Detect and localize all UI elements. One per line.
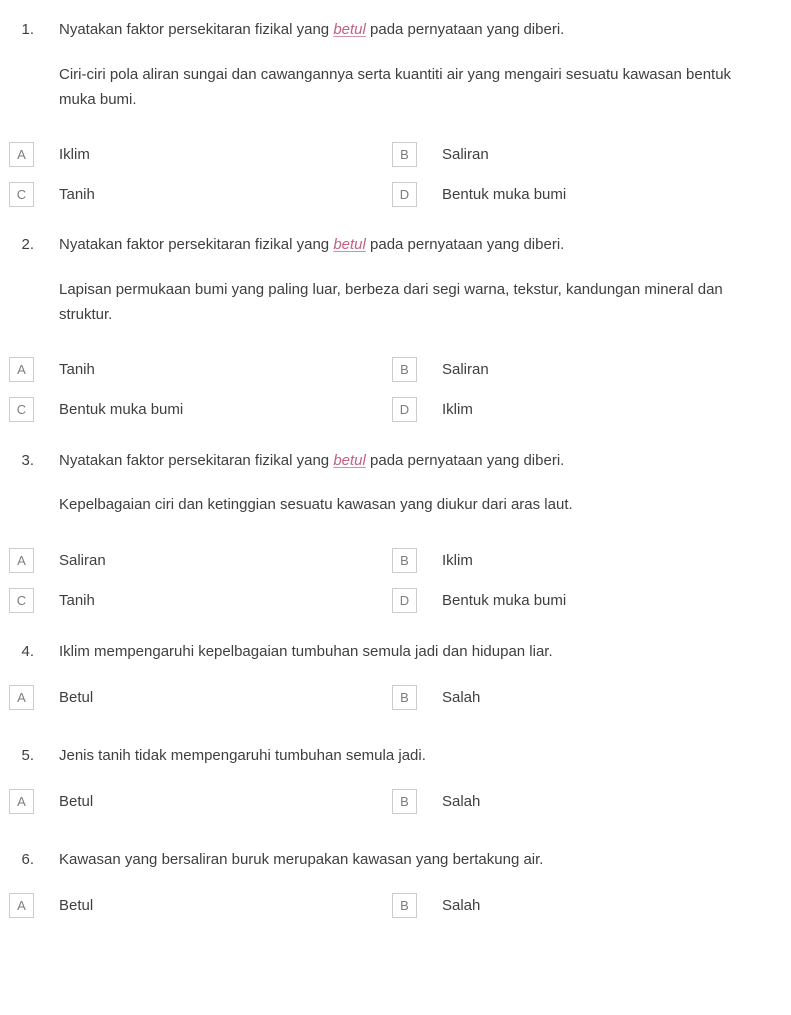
option-choice[interactable] — [392, 548, 473, 573]
question-prompt-row — [0, 640, 791, 665]
options-row — [0, 540, 791, 580]
options-group — [0, 678, 791, 718]
option-label: Iklim — [442, 401, 473, 418]
options-row — [0, 885, 791, 925]
option-letter-box[interactable]: D — [392, 397, 417, 422]
options-row — [0, 390, 791, 430]
option-choice[interactable] — [392, 789, 480, 814]
option-label: Bentuk muka bumi — [442, 591, 567, 609]
option-letter-box[interactable]: B — [392, 893, 417, 918]
options-row — [0, 782, 791, 822]
question-number: 2. — [21, 236, 34, 254]
option-choice[interactable] — [0, 789, 392, 814]
option-label: Salah — [442, 689, 481, 707]
option-choice[interactable] — [0, 588, 392, 613]
options-group — [0, 885, 791, 925]
option-letter-box[interactable]: A — [9, 893, 34, 918]
option-choice[interactable] — [392, 142, 489, 167]
option-letter-box[interactable]: B — [392, 548, 417, 573]
options-group — [0, 540, 791, 620]
prompt-highlight-betul: betul — [333, 21, 366, 38]
question-prompt — [34, 449, 564, 474]
option-choice[interactable] — [0, 182, 392, 207]
option-letter-box[interactable]: C — [9, 588, 34, 613]
question-block — [0, 744, 791, 822]
option-letter-box[interactable]: B — [392, 685, 417, 710]
question-prompt-row — [0, 233, 791, 258]
option-label: Iklim — [59, 145, 90, 163]
option-choice[interactable] — [392, 397, 473, 422]
option-label: Bentuk muka bumi — [59, 401, 184, 418]
option-choice[interactable] — [0, 893, 392, 918]
question-block — [0, 18, 791, 214]
options-row — [0, 134, 791, 174]
prompt-text-after: pada pernyataan yang diberi. — [365, 236, 565, 254]
option-choice[interactable] — [392, 357, 489, 382]
question-prompt-row — [0, 744, 791, 769]
option-choice[interactable] — [392, 685, 480, 710]
options-group — [0, 134, 791, 214]
option-choice[interactable] — [0, 357, 392, 382]
option-label: Tanih — [59, 185, 95, 203]
option-choice[interactable] — [392, 182, 566, 207]
option-choice[interactable] — [392, 893, 480, 918]
option-label: Bentuk muka bumi — [442, 185, 567, 203]
option-letter-box[interactable]: A — [9, 142, 34, 167]
question-number: 5. — [21, 746, 34, 764]
question-number: 3. — [21, 451, 34, 469]
option-choice[interactable] — [0, 685, 392, 710]
question-block — [0, 848, 791, 926]
option-choice[interactable] — [0, 548, 392, 573]
question-prompt: Jenis tanih tidak mempengaruhi tumbuhan semula jadi. — [59, 746, 426, 764]
question-number: 1. — [21, 21, 34, 38]
option-letter-box[interactable]: B — [392, 789, 417, 814]
option-letter-box[interactable]: A — [9, 789, 34, 814]
option-letter-box[interactable]: A — [9, 357, 34, 382]
option-label: Saliran — [442, 145, 489, 163]
question-prompt: Kawasan yang bersaliran buruk merupakan kawasan yang bertakung air. — [59, 850, 544, 868]
option-label: Betul — [59, 689, 94, 707]
option-letter-box[interactable]: D — [392, 182, 417, 207]
option-letter-box[interactable]: C — [9, 397, 34, 422]
prompt-text-before: Nyatakan faktor persekitaran fizikal yang — [59, 236, 334, 254]
prompt-text-before: Nyatakan faktor persekitaran fizikal yang — [59, 451, 334, 469]
option-letter-box[interactable]: A — [9, 685, 34, 710]
prompt-text-after: pada pernyataan yang diberi. — [365, 21, 565, 38]
option-choice[interactable] — [0, 142, 392, 167]
option-letter-box[interactable]: D — [392, 588, 417, 613]
question-prompt-row — [0, 449, 791, 474]
question-prompt — [34, 233, 564, 258]
question-number: 4. — [21, 643, 34, 660]
question-statement: Kepelbagaian ciri dan ketinggian sesuatu kawasan yang diukur dari aras laut. — [59, 496, 573, 514]
question-block — [0, 449, 791, 621]
question-statement: Lapisan permukaan bumi yang paling luar, berbeza dari segi warna, tekstur, kandungan mineral dan struktur. — [59, 281, 723, 323]
option-label: Iklim — [442, 551, 473, 569]
question-prompt-row — [0, 848, 791, 873]
option-choice[interactable] — [0, 397, 392, 422]
option-label: Betul — [59, 793, 94, 810]
option-label: Salah — [442, 793, 481, 810]
options-row — [0, 678, 791, 718]
option-letter-box[interactable]: B — [392, 142, 417, 167]
option-label: Tanih — [59, 361, 95, 378]
question-statement: Ciri-ciri pola aliran sungai dan cawangannya serta kuantiti air yang mengairi sesuatu kawasan bentuk muka bumi. — [59, 65, 732, 108]
question-prompt-row — [0, 18, 791, 43]
option-label: Tanih — [59, 591, 95, 609]
question-number: 6. — [21, 850, 34, 868]
prompt-highlight-betul: betul — [333, 451, 366, 469]
option-label: Saliran — [442, 361, 489, 378]
question-prompt — [34, 18, 564, 43]
prompt-text-before: Nyatakan faktor persekitaran fizikal yang — [59, 21, 334, 38]
options-row — [0, 174, 791, 214]
option-letter-box[interactable]: A — [9, 548, 34, 573]
option-letter-box[interactable]: B — [392, 357, 417, 382]
options-row — [0, 350, 791, 390]
option-label: Salah — [442, 896, 481, 914]
question-block — [0, 640, 791, 718]
options-row — [0, 580, 791, 620]
prompt-text-after: pada pernyataan yang diberi. — [365, 451, 565, 469]
option-label: Saliran — [59, 551, 106, 569]
prompt-highlight-betul: betul — [333, 236, 366, 254]
option-choice[interactable] — [392, 588, 566, 613]
options-group — [0, 782, 791, 822]
option-letter-box[interactable]: C — [9, 182, 34, 207]
options-group — [0, 350, 791, 430]
question-prompt: Iklim mempengaruhi kepelbagaian tumbuhan semula jadi dan hidupan liar. — [59, 643, 553, 660]
option-label: Betul — [59, 896, 94, 914]
question-block — [0, 233, 791, 429]
